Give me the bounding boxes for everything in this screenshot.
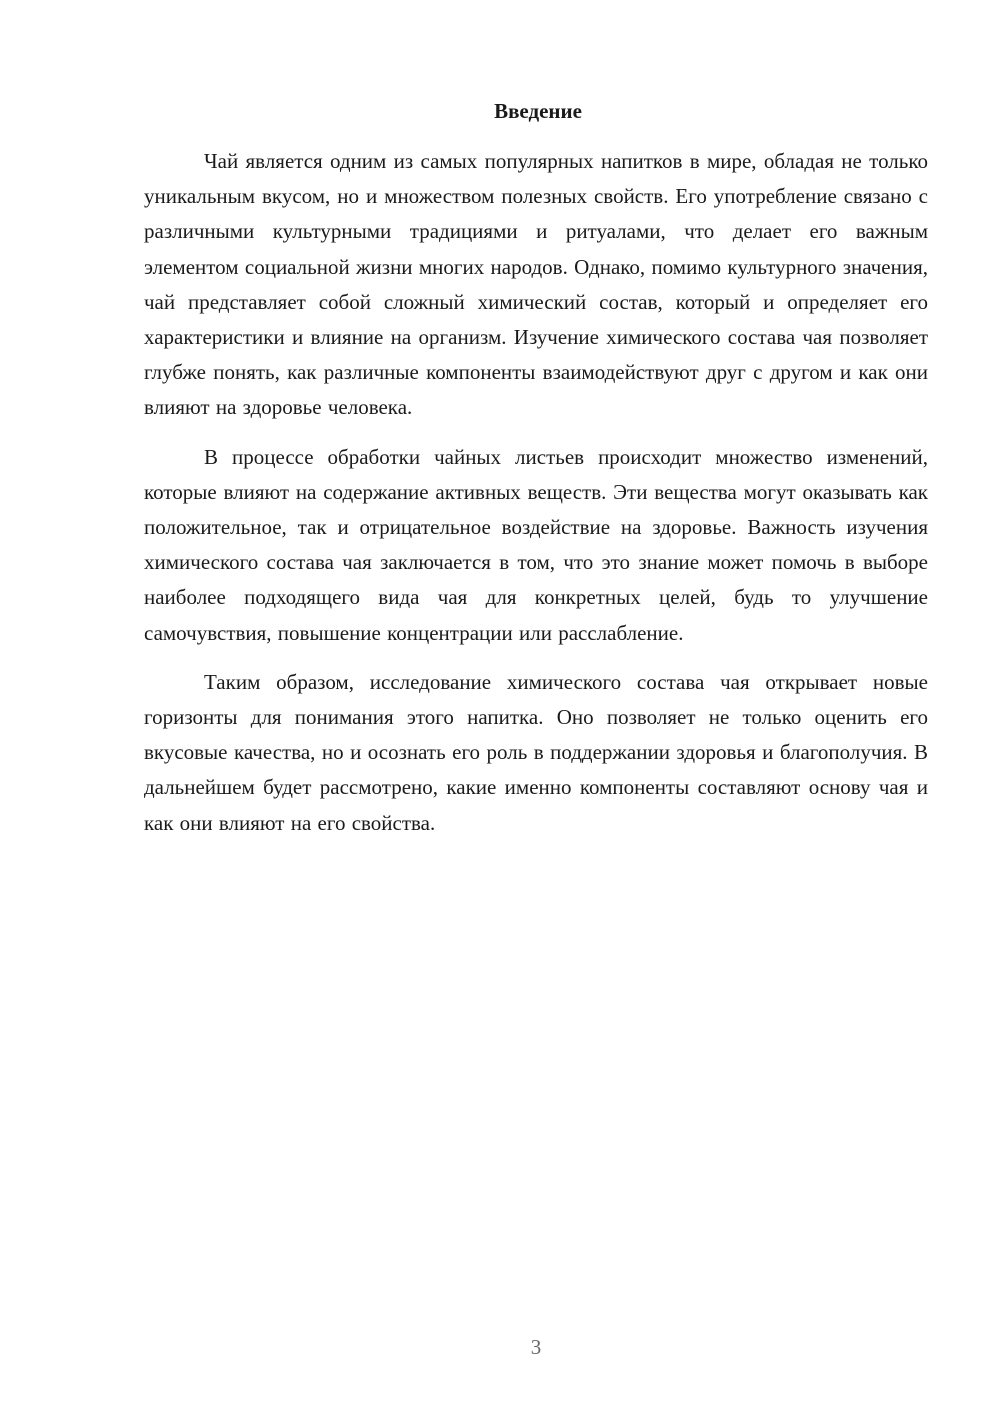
section-title: Введение (494, 99, 582, 123)
page-content (144, 96, 928, 841)
paragraph-intro: Чай является одним из самых популярных напитков в мире, обладая не только уникальным вкусом, но и множеством полезных свойств. Его употребление связано с различными культурными традициями и ритуалами, что делает его важным элементом социальной жизни многих народов. Однако, помимо культурного значения, чай представляет собой сложный химический состав, который и определяет его характеристики и влияние на организм. Изучение химического состава чая позволяет глубже понять, как различные компоненты взаимодействуют друг с другом и как они влияют на здоровье человека. (144, 149, 928, 420)
page-number: 3 (530, 1335, 542, 1359)
paragraph-processing: В процессе обработки чайных листьев происходит множество изменений, которые влияют на содержание активных веществ. Эти вещества могут оказывать как положительное, так и отрицательное воздействие на здоровье. Важность изучения химического состава чая заключается в том, что это знание может помочь в выборе наиболее подходящего вида чая для конкретных целей, будь то улучшение самочувствия, повышение концентрации или расслабление. (144, 444, 928, 645)
paragraph-conclusion: Таким образом, исследование химического состава чая открывает новые горизонты для понимания этого напитка. Оно позволяет не только оценить его вкусовые качества, но и осознать его роль в поддержании здоровья и благополучия. В дальнейшем будет рассмотрено, какие именно компоненты составляют основу чая и как они влияют на его свойства. (144, 669, 928, 835)
